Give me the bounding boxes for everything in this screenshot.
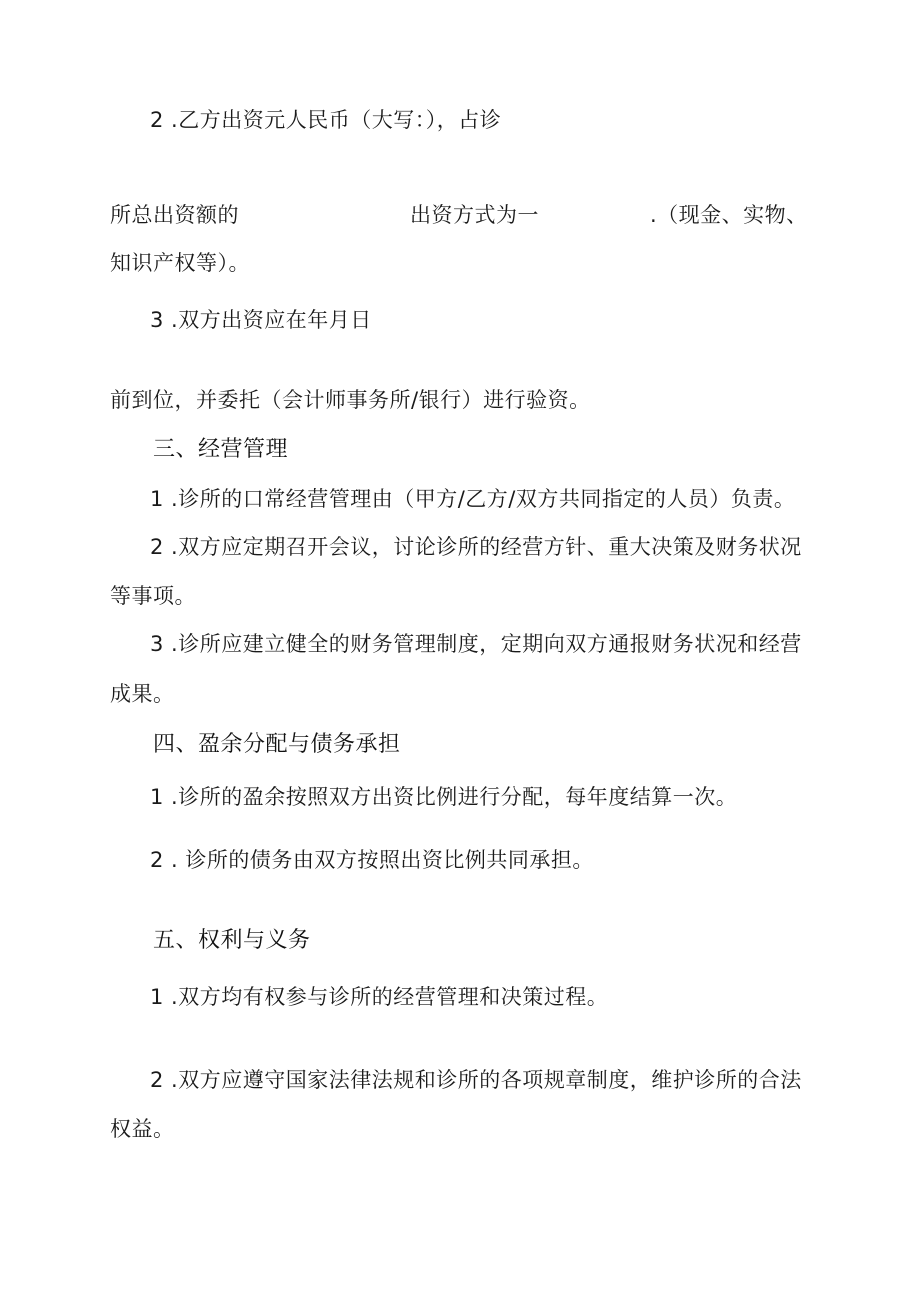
section3-item2-line1: 2 .双方应定期召开会议，讨论诊所的经营方针、重大决策及财务状况: [150, 535, 802, 559]
section4-item1: 1 .诊所的盈余按照双方出资比例进行分配，每年度结算一次。: [150, 785, 738, 809]
section3-item3-line1: 3 .诊所应建立健全的财务管理制度，定期向双方通报财务状况和经营: [150, 632, 802, 656]
item3-line2: 前到位，并委托（会计师事务所/银行）进行验资。: [110, 388, 591, 412]
section3-item1: 1 .诊所的口常经营管理由（甲方/乙方/双方共同指定的人员）负责。: [150, 487, 796, 511]
item2-line3: 知识产权等）。: [110, 251, 250, 275]
section5-item2-line1: 2 .双方应遵守国家法律法规和诊所的各项规章制度，维护诊所的合法: [150, 1068, 802, 1092]
item2-line2-part-c: .（现金、实物、: [650, 203, 808, 227]
section3-heading: 三、经营管理: [153, 437, 289, 462]
section5-item1: 1 .双方均有权参与诊所的经营管理和决策过程。: [150, 985, 609, 1009]
section3-item2-line2: 等事项。: [110, 584, 196, 608]
section4-item2: 2 . 诊所的债务由双方按照出资比例共同承担。: [150, 848, 594, 872]
section3-item3-line2: 成果。: [110, 682, 175, 706]
section5-item2-line2: 权益。: [110, 1117, 175, 1141]
item3-line1: 3 .双方出资应在年月日: [150, 308, 372, 332]
item2-line1: 2 .乙方出资元人民币（大写：），占诊: [150, 108, 502, 132]
section4-heading: 四、盈余分配与债务承担: [153, 732, 401, 757]
item2-line2-part-a: 所总出资额的: [110, 203, 239, 227]
section5-heading: 五、权利与义务: [153, 928, 311, 953]
item2-line2-part-b: 出资方式为一: [410, 203, 539, 227]
